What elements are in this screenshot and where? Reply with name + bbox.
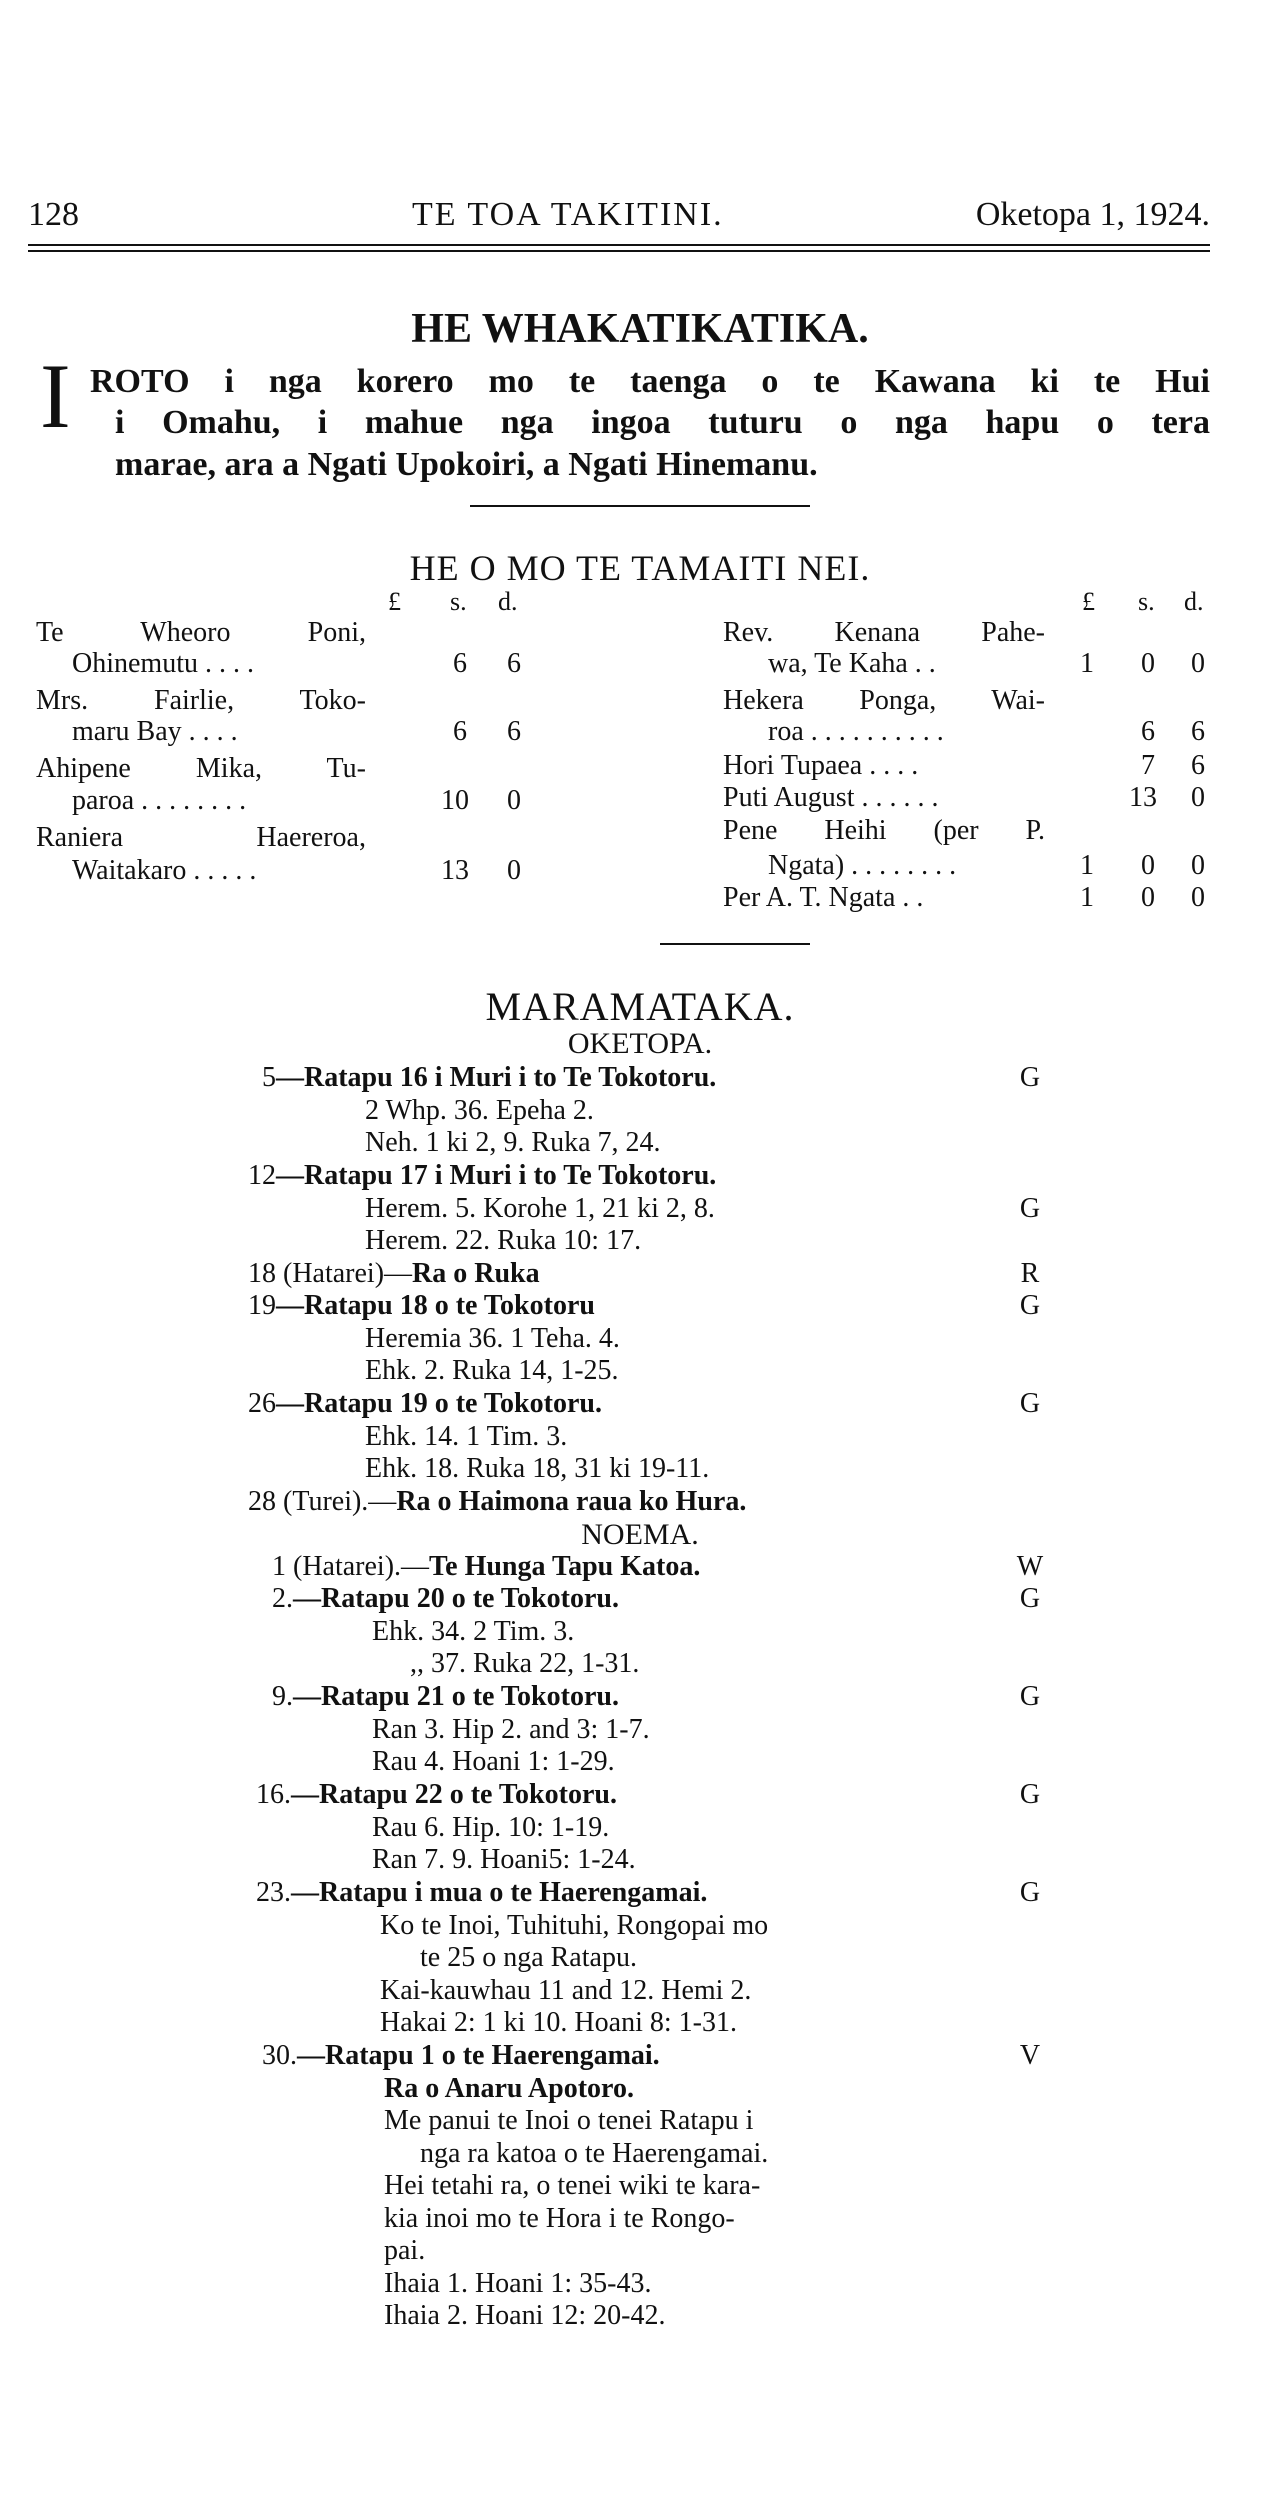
reading-line: te 25 o nga Ratapu. (420, 1942, 637, 1973)
amount-pence: 6 (507, 648, 521, 679)
donor-name: Hekera Ponga, Wai- (723, 685, 1045, 716)
amount-shillings: 6 (453, 716, 467, 747)
donor-name: Ahipene Mika, Tu- (36, 753, 366, 784)
liturgical-colour: G (1019, 1779, 1041, 1810)
donor-place: Waitakaro . . . . . (72, 855, 257, 886)
liturgical-colour: V (1019, 2040, 1041, 2071)
entry-title: —Ratapu 21 o te Tokotoru. (293, 1681, 619, 1712)
amount-pence: 0 (1191, 648, 1205, 679)
entry-date: 5 (262, 1062, 276, 1093)
entry-title: —Ratapu i mua o te Haerengamai. (291, 1877, 708, 1908)
reading-line: Ehk. 2. Ruka 14, 1-25. (365, 1355, 619, 1386)
entry-date: 2. (272, 1583, 293, 1614)
amount-pence: 0 (1191, 782, 1205, 813)
section-divider-2 (660, 943, 810, 945)
liturgical-colour: G (1019, 1290, 1041, 1321)
notice-line-3: marae, ara a Ngati Upokoiri, a Ngati Hinemanu. (115, 446, 818, 483)
amount-pounds: 1 (1080, 850, 1094, 881)
liturgical-colour: G (1019, 1062, 1041, 1093)
amount-shillings: 13 (441, 855, 469, 886)
donor-name: Mrs. Fairlie, Toko- (36, 685, 366, 716)
amount-pence: 0 (507, 855, 521, 886)
amount-shillings: 0 (1141, 648, 1155, 679)
entry-title: (Turei).—Ra o Haimona raua ko Hura. (283, 1486, 747, 1517)
entry-title: —Ratapu 20 o te Tokotoru. (293, 1583, 619, 1614)
reading-line: Ehk. 34. 2 Tim. 3. (372, 1616, 575, 1647)
journal-title: TE TOA TAKITINI. (412, 196, 724, 233)
reading-line: Ehk. 14. 1 Tim. 3. (365, 1421, 568, 1452)
entry-date: 12 (248, 1160, 276, 1191)
month-heading-november: NOEMA. (581, 1518, 699, 1551)
amount-pence: 0 (1191, 850, 1205, 881)
liturgical-colour: G (1019, 1583, 1041, 1614)
entry-date: 1 (272, 1551, 286, 1582)
right-pence-header: d. (1184, 587, 1204, 616)
liturgical-colour: G (1019, 1681, 1041, 1712)
donor-place: wa, Te Kaha . . (768, 648, 936, 679)
page-number: 128 (28, 196, 79, 233)
reading-line: Hakai 2: 1 ki 10. Hoani 8: 1-31. (380, 2007, 737, 2038)
reading-line: pai. (384, 2235, 426, 2266)
donor-place: roa . . . . . . . . . . (768, 716, 944, 747)
right-shilling-header: s. (1138, 587, 1155, 616)
reading-line: Ran 7. 9. Hoani5: 1-24. (372, 1844, 636, 1875)
reading-line: Me panui te Inoi o tenei Ratapu i (384, 2105, 754, 2136)
amount-shillings: 10 (441, 785, 469, 816)
entry-date: 28 (248, 1486, 276, 1517)
entry-title: —Ratapu 19 o te Tokotoru. (276, 1388, 602, 1419)
liturgical-colour: G (1019, 1388, 1041, 1419)
reading-line: Neh. 1 ki 2, 9. Ruka 7, 24. (365, 1127, 661, 1158)
reading-line: 2 Whp. 36. Epeha 2. (365, 1095, 594, 1126)
drop-cap: I (40, 345, 71, 447)
reading-line: Rau 4. Hoani 1: 1-29. (372, 1746, 615, 1777)
donor-name: Per A. T. Ngata . . (723, 882, 924, 913)
entry-date: 18 (248, 1258, 276, 1289)
reading-line: Heremia 36. 1 Teha. 4. (365, 1323, 620, 1354)
donor-name: Pene Heihi (per P. (723, 815, 1045, 846)
reading-line: Ran 3. Hip 2. and 3: 1-7. (372, 1714, 650, 1745)
liturgical-colour: R (1020, 1258, 1040, 1289)
entry-date: 30. (262, 2040, 297, 2071)
liturgical-colour: G (1019, 1877, 1041, 1908)
amount-shillings: 13 (1129, 782, 1157, 813)
amount-shillings: 6 (453, 648, 467, 679)
entry-title: —Ratapu 17 i Muri i to Te Tokotoru. (276, 1160, 717, 1191)
notice-line-1: ROTO i nga korero mo te taenga o te Kawana ki te Hui (90, 363, 1210, 400)
amount-pence: 0 (507, 785, 521, 816)
reading-line: ,, 37. Ruka 22, 1-31. (410, 1648, 640, 1679)
donor-place: paroa . . . . . . . . (72, 785, 247, 816)
month-heading-october: OKETOPA. (567, 1027, 713, 1060)
entry-date: 23. (256, 1877, 291, 1908)
left-shilling-header: s. (450, 587, 467, 616)
issue-date: Oketopa 1, 1924. (975, 196, 1210, 233)
reading-line: Herem. 22. Ruka 10: 17. (365, 1225, 642, 1256)
amount-shillings: 7 (1141, 750, 1155, 781)
reading-line: Herem. 5. Korohe 1, 21 ki 2, 8. (365, 1193, 715, 1224)
section-divider-1 (470, 505, 810, 507)
header-rule-top (28, 244, 1210, 246)
reading-line: Ihaia 2. Hoani 12: 20-42. (384, 2300, 666, 2331)
left-pence-header: d. (498, 587, 518, 616)
amount-pence: 0 (1191, 882, 1205, 913)
entry-date: 9. (272, 1681, 293, 1712)
calendar-heading: MARAMATAKA. (485, 984, 795, 1029)
amount-pounds: 1 (1080, 648, 1094, 679)
donor-place: maru Bay . . . . (72, 716, 238, 747)
reading-line: nga ra katoa o te Haerengamai. (420, 2138, 769, 2169)
entry-date: 26 (248, 1388, 276, 1419)
amount-pounds: 1 (1080, 882, 1094, 913)
donor-place: Ohinemutu . . . . (72, 648, 254, 679)
header-rule-bottom (28, 250, 1210, 252)
entry-title: (Hatarei).—Te Hunga Tapu Katoa. (293, 1551, 701, 1582)
reading-line: Hei tetahi ra, o tenei wiki te kara- (384, 2170, 761, 2201)
liturgical-colour: W (1016, 1551, 1044, 1582)
entry-title: —Ratapu 16 i Muri i to Te Tokotoru. (276, 1062, 717, 1093)
entry-title: (Hatarei)—Ra o Ruka (283, 1258, 540, 1289)
reading-line: Rau 6. Hip. 10: 1-19. (372, 1812, 610, 1843)
donor-name: Puti August . . . . . . (723, 782, 939, 813)
liturgical-colour: G (1019, 1193, 1041, 1224)
entry-title: —Ratapu 1 o te Haerengamai. (297, 2040, 660, 2071)
donor-name: Raniera Haereroa, (36, 822, 366, 853)
amount-pence: 6 (1191, 716, 1205, 747)
reading-line: kia inoi mo te Hora i te Rongo- (384, 2203, 735, 2234)
amount-shillings: 6 (1141, 716, 1155, 747)
reading-line: Kai-kauwhau 11 and 12. Hemi 2. (380, 1975, 752, 2006)
entry-title: —Ratapu 18 o te Tokotoru (276, 1290, 595, 1321)
notice-heading: HE WHAKATIKATIKA. (411, 306, 869, 352)
right-pound-header: £ (1082, 587, 1095, 616)
reading-line: Ehk. 18. Ruka 18, 31 ki 19-11. (365, 1453, 710, 1484)
feast-title: Ra o Anaru Apotoro. (384, 2073, 634, 2104)
donations-heading: HE O MO TE TAMAITI NEI. (409, 548, 871, 588)
donor-place: Ngata) . . . . . . . . (768, 850, 957, 881)
left-pound-header: £ (388, 587, 401, 616)
amount-pence: 6 (507, 716, 521, 747)
reading-line: Ko te Inoi, Tuhituhi, Rongopai mo (380, 1910, 769, 1941)
donor-name: Rev. Kenana Pahe- (723, 617, 1045, 648)
notice-line-2: i Omahu, i mahue nga ingoa tuturu o nga hapu o tera (115, 404, 1210, 441)
donor-name: Te Wheoro Poni, (36, 617, 366, 648)
amount-shillings: 0 (1141, 882, 1155, 913)
entry-date: 16. (256, 1779, 291, 1810)
entry-date: 19 (248, 1290, 276, 1321)
donor-name: Hori Tupaea . . . . (723, 750, 919, 781)
reading-line: Ihaia 1. Hoani 1: 35-43. (384, 2268, 652, 2299)
amount-shillings: 0 (1141, 850, 1155, 881)
amount-pence: 6 (1191, 750, 1205, 781)
entry-title: —Ratapu 22 o te Tokotoru. (291, 1779, 617, 1810)
